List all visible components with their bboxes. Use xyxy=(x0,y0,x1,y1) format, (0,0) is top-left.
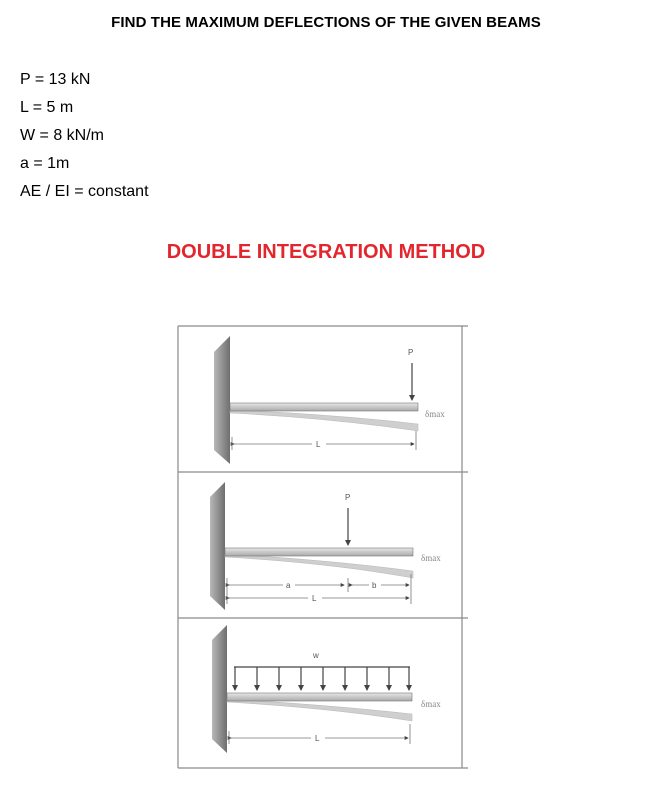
param-l: L = 5 m xyxy=(20,99,74,116)
beam xyxy=(227,693,412,701)
deflected-shape xyxy=(225,554,413,578)
beam-panel-2 xyxy=(210,482,441,610)
param-ae-ei: AE / EI = constant xyxy=(20,183,149,200)
dim-label-b: b xyxy=(372,581,377,590)
fixed-wall xyxy=(214,336,230,464)
param-p: P = 13 kN xyxy=(20,71,91,88)
deflected-shape xyxy=(230,410,418,431)
method-heading: DOUBLE INTEGRATION METHOD xyxy=(166,241,486,263)
fixed-wall xyxy=(210,482,225,610)
dim-label-a: a xyxy=(286,581,291,590)
deflected-shape xyxy=(227,699,412,721)
deflection-label: δmax xyxy=(421,553,441,563)
beam xyxy=(230,403,418,411)
deflection-label: δmax xyxy=(425,409,445,419)
dim-label: L xyxy=(316,440,321,449)
beam-panel-1 xyxy=(214,336,445,464)
fixed-wall xyxy=(212,625,227,753)
load-label: w xyxy=(313,651,319,660)
deflection-label: δmax xyxy=(421,699,441,709)
param-w: W = 8 kN/m xyxy=(20,127,105,144)
page-title: FIND THE MAXIMUM DEFLECTIONS OF THE GIVEN BEAMS xyxy=(111,14,541,31)
load-label: P xyxy=(345,493,351,502)
dim-label-l: L xyxy=(312,594,317,603)
beam-panel-3 xyxy=(212,625,441,753)
load-label: P xyxy=(408,348,414,357)
dim-label: L xyxy=(315,734,320,743)
beam xyxy=(225,548,413,556)
udl-arrows xyxy=(235,667,409,690)
param-a: a = 1m xyxy=(20,155,70,172)
